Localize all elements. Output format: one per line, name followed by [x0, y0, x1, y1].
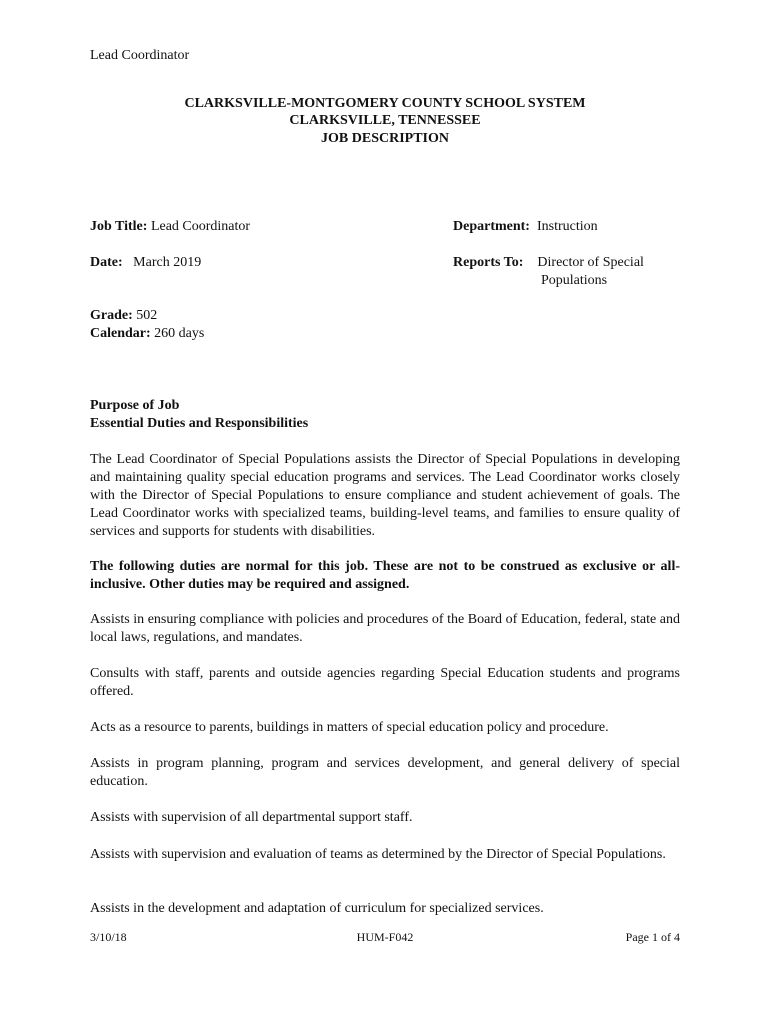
footer-page-number: Page 1 of 4 [625, 930, 680, 944]
department-label: Department: [453, 219, 530, 234]
purpose-paragraph: The Lead Coordinator of Special Populations assists the Director of Special Populations in developing and maintaining quality special education programs and services. The Lead Coordinator works closely with the Director of Special Populations to ensure compliance and student achievement of goals. The Lead Coordinator works with specialized teams, building-level teams, and families to ensure quality of services and supports for students with disabilities. [90, 452, 680, 539]
reports-to-value-line2: Populations [541, 273, 608, 288]
duty-item: Consults with staff, parents and outside agencies regarding Special Education students and programs offered. [90, 666, 680, 699]
running-header-title: Lead Coordinator [90, 48, 190, 63]
reports-to-field [453, 255, 644, 271]
footer-form-code: HUM-F042 [356, 930, 414, 944]
duty-item: Assists in ensuring compliance with policies and procedures of the Board of Education, federal, state and local laws, regulations, and mandates. [90, 612, 680, 645]
document-type: JOB DESCRIPTION [321, 131, 449, 146]
reports-to-label: Reports To: [453, 255, 524, 270]
department-field [453, 219, 598, 235]
grade-value: 502 [136, 308, 158, 323]
purpose-heading: Purpose of Job [90, 398, 180, 413]
duties-heading: Essential Duties and Responsibilities [90, 416, 309, 431]
duty-item: Assists in program planning, program and services development, and general delivery of special education. [90, 756, 680, 789]
duty-item: Acts as a resource to parents, buildings in matters of special education policy and procedure. [90, 720, 609, 735]
date-value: March 2019 [133, 255, 202, 270]
org-location: CLARKSVILLE, TENNESSEE [289, 113, 481, 128]
duty-item: Assists in the development and adaptation of curriculum for specialized services. [90, 901, 544, 916]
duties-note: The following duties are normal for this job. These are not to be construed as exclusive or all-inclusive. Other duties may be required and assigned. [90, 559, 680, 592]
job-title-field [90, 219, 250, 235]
org-name: CLARKSVILLE-MONTGOMERY COUNTY SCHOOL SYSTEM [184, 96, 586, 111]
footer-date: 3/10/18 [90, 930, 127, 944]
date-field [90, 255, 201, 271]
duty-item: Assists with supervision of all departmental support staff. [90, 810, 413, 825]
grade-field [90, 308, 157, 324]
job-title-label: Job Title: [90, 219, 148, 234]
calendar-label: Calendar: [90, 326, 151, 341]
duty-item: Assists with supervision and evaluation of teams as determined by the Director of Special Populations. [90, 847, 666, 862]
calendar-value: 260 days [154, 326, 205, 341]
date-label: Date: [90, 255, 123, 270]
department-value: Instruction [536, 219, 598, 234]
calendar-field [90, 326, 204, 342]
grade-label: Grade: [90, 308, 133, 323]
job-title-value: Lead Coordinator [150, 219, 251, 234]
reports-to-value-line1: Director of Special [537, 255, 644, 270]
